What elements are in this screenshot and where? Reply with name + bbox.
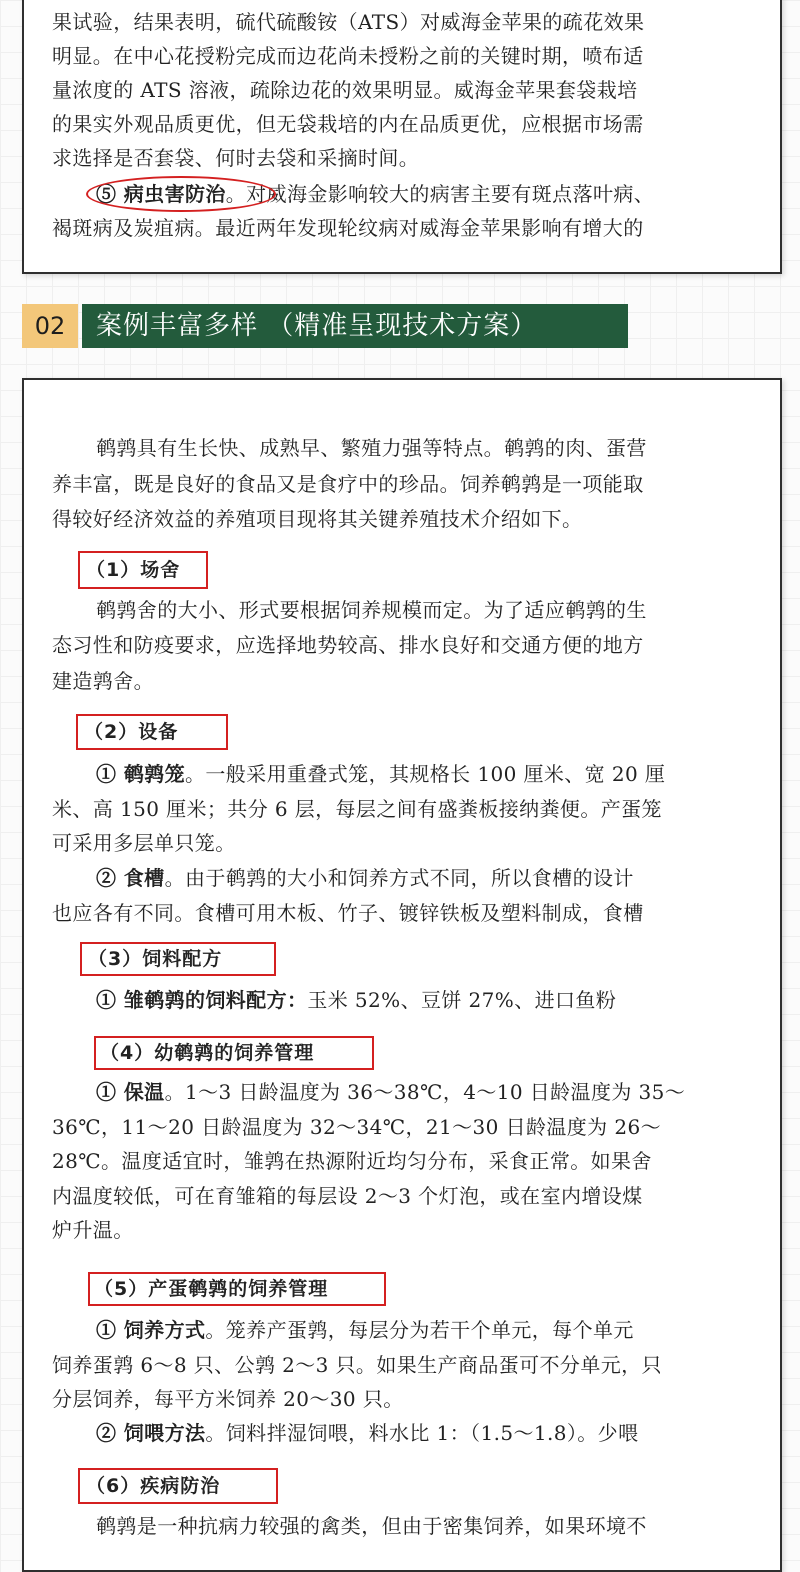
heading-disease-control: （6）疾病防治 (86, 1475, 221, 1497)
text-line: 36℃，11～20 日龄温度为 32～34℃，21～30 日龄温度为 26～ (52, 1115, 661, 1139)
item-text: 。饲料拌湿饲喂，料水比 1：（1.5～1.8）。少喂 (205, 1421, 639, 1445)
text-line: 也应各有不同。食槽可用木板、竹子、镀锌铁板及塑料制成，食槽 (52, 901, 644, 925)
item-label: ① 鹌鹑笼 (96, 762, 185, 786)
heading-laying-quail: （5）产蛋鹌鹑的饲养管理 (94, 1278, 329, 1300)
item-line (96, 762, 665, 786)
text-line: 明显。在中心花授粉完成而边花尚未授粉之前的关键时期，喷布适 (52, 44, 644, 68)
text-line: 可采用多层单只笼。 (52, 831, 236, 855)
item-label: ② 饲喂方法 (96, 1421, 206, 1445)
item-line (96, 866, 634, 890)
heading-feed-formula: （3）饲料配方 (88, 948, 223, 970)
text-line: 米、高 150 厘米；共分 6 层，每层之间有盛粪板接纳粪便。产蛋笼 (52, 797, 662, 821)
text-line: 量浓度的 ATS 溶液，疏除边花的效果明显。威海金苹果套袋栽培 (52, 78, 638, 102)
text-line: 分层饲养，每平方米饲养 20～30 只。 (52, 1387, 404, 1411)
text-line: 炉升温。 (52, 1218, 134, 1242)
section-number: 02 (22, 304, 78, 348)
text-line: 褐斑病及炭疽病。最近两年发现轮纹病对威海金苹果影响有增大的 (52, 216, 644, 240)
item-line (96, 988, 616, 1012)
intro-line: 得较好经济效益的养殖项目现将其关键养殖技术介绍如下。 (52, 507, 583, 531)
intro-line: 养丰富，既是良好的食品又是食疗中的珍品。饲养鹌鹑是一项能取 (52, 472, 644, 496)
item-label: ① 保温 (96, 1080, 165, 1104)
item-text: 。1～3 日龄温度为 36～38℃，4～10 日龄温度为 35～ (164, 1080, 686, 1104)
pest-control-text: 。对威海金影响较大的病害主要有斑点落叶病、 (225, 182, 655, 206)
text-line: 鹌鹑是一种抗病力较强的禽类，但由于密集饲养，如果环境不 (96, 1514, 647, 1538)
heading-equipment: （2）设备 (84, 721, 179, 743)
text-line: 果试验，结果表明，硫代硫酸铵（ATS）对威海金苹果的疏花效果 (52, 10, 645, 34)
heading-site: （1）场舍 (86, 559, 181, 581)
intro-line: 鹌鹑具有生长快、成熟早、繁殖力强等特点。鹌鹑的肉、蛋营 (96, 436, 647, 460)
item-line (96, 1421, 638, 1445)
text-line: 态习性和防疫要求，应选择地势较高、排水良好和交通方便的地方 (52, 633, 644, 657)
text-line: 建造鹑舍。 (52, 669, 154, 693)
text-line: 内温度较低，可在育雏箱的每层设 2～3 个灯泡，或在室内增设煤 (52, 1184, 643, 1208)
pest-control-label: ⑤ 病虫害防治 (96, 182, 226, 206)
item-label: ② 食槽 (96, 866, 165, 890)
item-text: 。由于鹌鹑的大小和饲养方式不同，所以食槽的设计 (164, 866, 634, 890)
item-text: 。一般采用重叠式笼，其规格长 100 厘米、宽 20 厘 (184, 762, 666, 786)
text-line: 求选择是否套袋、何时去袋和采摘时间。 (52, 146, 420, 170)
text-line: 鹌鹑舍的大小、形式要根据饲养规模而定。为了适应鹌鹑的生 (96, 598, 647, 622)
heading-young-quail: （4）幼鹌鹑的饲养管理 (100, 1042, 315, 1064)
text-line: 28℃。温度适宜时，雏鹑在热源附近均匀分布，采食正常。如果舍 (52, 1149, 652, 1173)
item-line (96, 1318, 634, 1342)
item-line (96, 1080, 685, 1104)
highlight-ellipse (86, 176, 276, 212)
item-label: ① 饲养方式 (96, 1318, 206, 1342)
item-label: ① 雏鹌鹑的饲料配方： (96, 988, 308, 1012)
item-text: 。笼养产蛋鹑，每层分为若干个单元，每个单元 (205, 1318, 634, 1342)
text-line: 的果实外观品质更优，但无袋栽培的内在品质更优，应根据市场需 (52, 112, 644, 136)
text-line: 饲养蛋鹑 6～8 只、公鹑 2～3 只。如果生产商品蛋可不分单元，只 (52, 1353, 662, 1377)
section-title: 案例丰富多样 （精准呈现技术方案） (82, 304, 628, 348)
item-text: 玉米 52%、豆饼 27%、进口鱼粉 (307, 988, 617, 1012)
